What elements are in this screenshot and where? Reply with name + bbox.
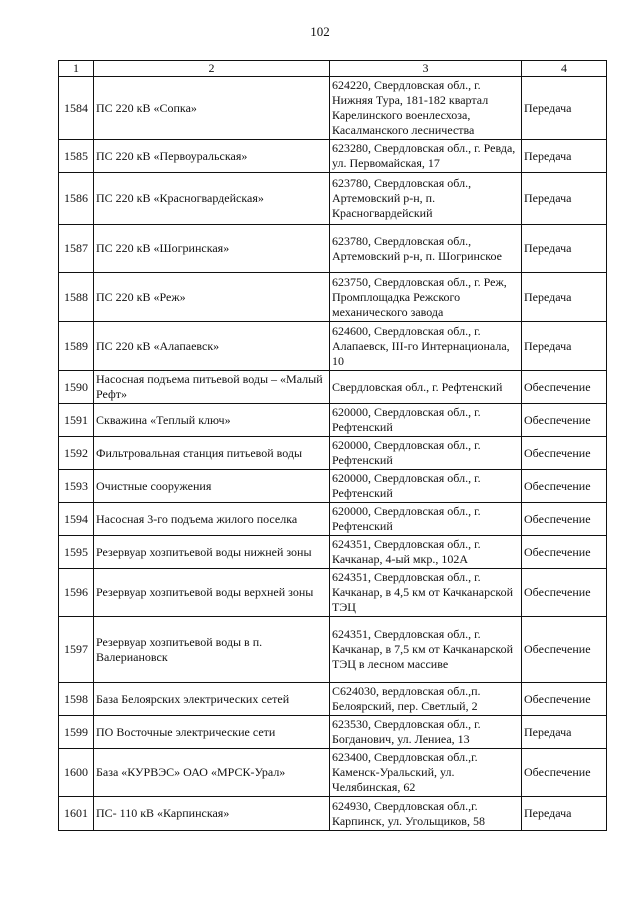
column-header-purpose: 4 bbox=[522, 61, 607, 77]
object-name: Очистные сооружения bbox=[94, 470, 330, 503]
table-row bbox=[59, 173, 607, 225]
row-number: 1595 bbox=[59, 536, 94, 569]
object-name: База Белоярских электрических сетей bbox=[94, 683, 330, 716]
object-address: 624600, Свердловская обл., г. Алапаевск, III-го Интернационала, 10 bbox=[330, 322, 522, 371]
object-address: 624351, Свердловская обл., г. Качканар, в 4,5 км от Качканарской ТЭЦ bbox=[330, 569, 522, 617]
table-row bbox=[59, 716, 607, 749]
table-row bbox=[59, 77, 607, 140]
row-number: 1586 bbox=[59, 173, 94, 225]
table-row bbox=[59, 273, 607, 322]
table-row bbox=[59, 503, 607, 536]
row-number: 1594 bbox=[59, 503, 94, 536]
object-purpose: Обеспечение bbox=[522, 470, 607, 503]
object-purpose: Передача bbox=[522, 322, 607, 371]
object-address: 623280, Свердловская обл., г. Ревда, ул. Первомайская, 17 bbox=[330, 140, 522, 173]
table-row bbox=[59, 322, 607, 371]
object-address: 623780, Свердловская обл., Артемовский р-н, п. Красногвардейский bbox=[330, 173, 522, 225]
table-row bbox=[59, 569, 607, 617]
object-name: ПС 220 кВ «Алапаевск» bbox=[94, 322, 330, 371]
row-number: 1600 bbox=[59, 749, 94, 797]
object-name: База «КУРВЭС» ОАО «МРСК-Урал» bbox=[94, 749, 330, 797]
table-row bbox=[59, 371, 607, 404]
row-number: 1587 bbox=[59, 225, 94, 273]
row-number: 1597 bbox=[59, 617, 94, 683]
object-name: Фильтровальная станция питьевой воды bbox=[94, 437, 330, 470]
object-purpose: Обеспечение bbox=[522, 683, 607, 716]
object-purpose: Обеспечение bbox=[522, 371, 607, 404]
object-purpose: Обеспечение bbox=[522, 536, 607, 569]
object-address: 623530, Свердловская обл., г. Богданович, ул. Лениеа, 13 bbox=[330, 716, 522, 749]
object-purpose: Передача bbox=[522, 797, 607, 831]
object-address: 620000, Свердловская обл., г. Рефтенский bbox=[330, 503, 522, 536]
table-header-row bbox=[59, 61, 607, 77]
object-purpose: Обеспечение bbox=[522, 503, 607, 536]
object-name: Насосная 3-го подъема жилого поселка bbox=[94, 503, 330, 536]
row-number: 1588 bbox=[59, 273, 94, 322]
object-purpose: Обеспечение bbox=[522, 569, 607, 617]
row-number: 1590 bbox=[59, 371, 94, 404]
object-purpose: Передача bbox=[522, 716, 607, 749]
object-name: Резервуар хозпитьевой воды в п. Валериановск bbox=[94, 617, 330, 683]
object-name: Скважина «Теплый ключ» bbox=[94, 404, 330, 437]
object-purpose: Обеспечение bbox=[522, 617, 607, 683]
table-row bbox=[59, 225, 607, 273]
object-name: ПС 220 кВ «Сопка» bbox=[94, 77, 330, 140]
object-address: 624351, Свердловская обл., г. Качканар, 4-ый мкр., 102А bbox=[330, 536, 522, 569]
table-row bbox=[59, 617, 607, 683]
object-purpose: Обеспечение bbox=[522, 749, 607, 797]
row-number: 1598 bbox=[59, 683, 94, 716]
object-name: ПО Восточные электрические сети bbox=[94, 716, 330, 749]
row-number: 1585 bbox=[59, 140, 94, 173]
table-row bbox=[59, 437, 607, 470]
object-purpose: Передача bbox=[522, 273, 607, 322]
object-name: ПС 220 кВ «Первоуральская» bbox=[94, 140, 330, 173]
object-name: ПС 220 кВ «Красногвардейская» bbox=[94, 173, 330, 225]
object-name: Насосная подъема питьевой воды – «Малый Рефт» bbox=[94, 371, 330, 404]
object-address: 620000, Свердловская обл., г. Рефтенский bbox=[330, 404, 522, 437]
object-address: 623750, Свердловская обл., г. Реж, Промплощадка Режского механического завода bbox=[330, 273, 522, 322]
table-row bbox=[59, 749, 607, 797]
object-name: ПС 220 кВ «Шогринская» bbox=[94, 225, 330, 273]
column-header-address: 3 bbox=[330, 61, 522, 77]
object-address: 620000, Свердловская обл., г. Рефтенский bbox=[330, 470, 522, 503]
object-address: 624930, Свердловская обл.,г. Карпинск, ул. Угольщиков, 58 bbox=[330, 797, 522, 831]
column-header-number: 1 bbox=[59, 61, 94, 77]
object-purpose: Обеспечение bbox=[522, 437, 607, 470]
page-number: 102 bbox=[310, 24, 330, 39]
row-number: 1593 bbox=[59, 470, 94, 503]
row-number: 1601 bbox=[59, 797, 94, 831]
object-purpose: Передача bbox=[522, 173, 607, 225]
object-purpose: Обеспечение bbox=[522, 404, 607, 437]
table-row bbox=[59, 683, 607, 716]
object-address: 624220, Свердловская обл., г. Нижняя Тура, 181-182 квартал Карелинского военлесхоза, Касалманского лесничества bbox=[330, 77, 522, 140]
object-name: Резервуар хозпитьевой воды верхней зоны bbox=[94, 569, 330, 617]
table-row bbox=[59, 470, 607, 503]
object-name: ПС 220 кВ «Реж» bbox=[94, 273, 330, 322]
registry-table bbox=[58, 60, 607, 831]
column-header-name: 2 bbox=[94, 61, 330, 77]
row-number: 1592 bbox=[59, 437, 94, 470]
object-address: Свердловская обл., г. Рефтенский bbox=[330, 371, 522, 404]
object-purpose: Передача bbox=[522, 225, 607, 273]
object-address: 624351, Свердловская обл., г. Качканар, в 7,5 км от Качканарской ТЭЦ в лесном массиве bbox=[330, 617, 522, 683]
object-address: 623400, Свердловская обл.,г. Каменск-Уральский, ул. Челябинская, 62 bbox=[330, 749, 522, 797]
row-number: 1591 bbox=[59, 404, 94, 437]
object-address: С624030, вердловская обл.,п. Белоярский, пер. Светлый, 2 bbox=[330, 683, 522, 716]
table-row bbox=[59, 404, 607, 437]
object-name: ПС- 110 кВ «Карпинская» bbox=[94, 797, 330, 831]
row-number: 1596 bbox=[59, 569, 94, 617]
row-number: 1584 bbox=[59, 77, 94, 140]
table-row bbox=[59, 140, 607, 173]
row-number: 1589 bbox=[59, 322, 94, 371]
table-row bbox=[59, 536, 607, 569]
object-address: 620000, Свердловская обл., г. Рефтенский bbox=[330, 437, 522, 470]
row-number: 1599 bbox=[59, 716, 94, 749]
object-name: Резервуар хозпитьевой воды нижней зоны bbox=[94, 536, 330, 569]
object-address: 623780, Свердловская обл., Артемовский р-н, п. Шогринское bbox=[330, 225, 522, 273]
object-purpose: Передача bbox=[522, 77, 607, 140]
table-row bbox=[59, 797, 607, 831]
object-purpose: Передача bbox=[522, 140, 607, 173]
